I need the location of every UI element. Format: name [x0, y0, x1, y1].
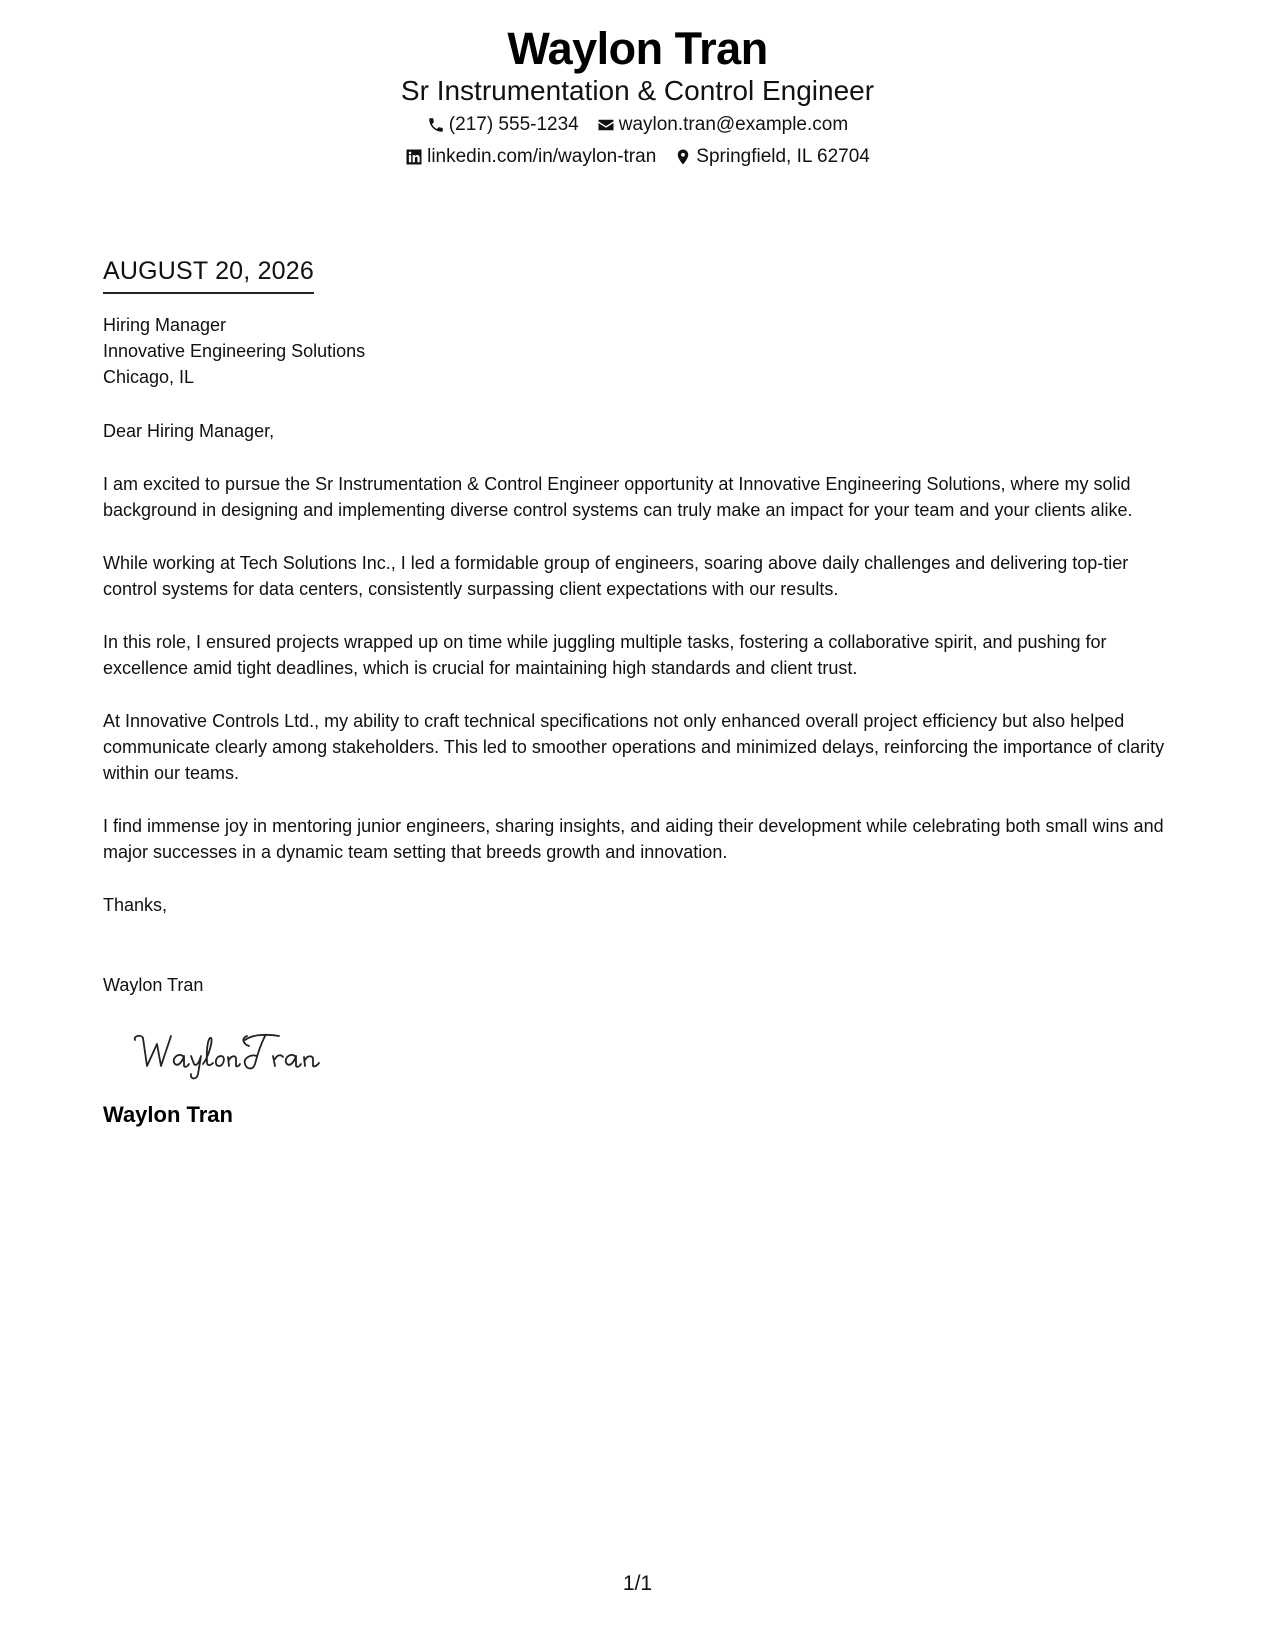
recipient-company: Innovative Engineering Solutions: [103, 341, 366, 361]
email-text: waylon.tran@example.com: [618, 114, 849, 135]
contact-email: [597, 112, 848, 138]
envelope-icon: [597, 116, 615, 134]
recipient-name: Hiring Manager: [103, 315, 227, 335]
phone-icon: [427, 116, 445, 134]
recipient-block: [103, 312, 1178, 390]
page-number: 1/1: [622, 1572, 653, 1595]
contact-phone: [427, 112, 579, 138]
paragraph-1: I am excited to pursue the Sr Instrumentation & Control Engineer opportunity at Innovative Engineering Solutions, where my solid background in designing and implementing diverse control systems can truly make an impact for your team and your clients alike.: [103, 474, 1133, 520]
location-text: Springfield, IL 62704: [696, 146, 870, 167]
letter-body: [103, 254, 1178, 1130]
salutation: Dear Hiring Manager,: [103, 421, 275, 441]
paragraph-5: I find immense joy in mentoring junior engineers, sharing insights, and aiding their development while celebrating both small wins and major successes in a dynamic team setting that breeds growth and innovation.: [103, 816, 1164, 862]
closing: Thanks,: [103, 895, 168, 915]
handwritten-signature: [127, 1026, 357, 1082]
linkedin-icon: [405, 148, 423, 166]
paragraph-3: In this role, I ensured projects wrapped up on time while juggling multiple tasks, fostering a collaborative spirit, and pushing for excellence amid tight deadlines, which is crucial for maintaining high standards and client trust.: [103, 632, 1107, 678]
paragraph-4: At Innovative Controls Ltd., my ability to craft technical specifications not only enhanced overall project efficiency but also helped communicate clearly among stakeholders. This led to smoother operations and minimized delays, reinforcing the importance of clarity within our teams.: [103, 711, 1165, 783]
contact-row-1: [0, 112, 1275, 138]
printed-name: Waylon Tran: [103, 975, 204, 995]
sender-name: Waylon Tran: [103, 1102, 233, 1127]
letter-header: [0, 22, 1275, 170]
applicant-name: Waylon Tran: [507, 23, 768, 74]
signature-drawing: [127, 1026, 357, 1082]
linkedin-text: linkedin.com/in/waylon-tran: [427, 146, 657, 167]
paragraph-2: While working at Tech Solutions Inc., I led a formidable group of engineers, soaring above daily challenges and delivering top-tier control systems for data centers, consistently surpassing client expectations with our results.: [103, 553, 1129, 599]
contact-linkedin: [405, 144, 656, 170]
applicant-title: Sr Instrumentation & Control Engineer: [400, 75, 875, 106]
contact-row-2: [0, 144, 1275, 170]
map-marker-icon: [674, 148, 692, 166]
recipient-location: Chicago, IL: [103, 367, 195, 387]
contact-location: [674, 144, 870, 170]
phone-text: (217) 555-1234: [448, 114, 579, 135]
letter-date: AUGUST 20, 2026: [103, 254, 314, 294]
